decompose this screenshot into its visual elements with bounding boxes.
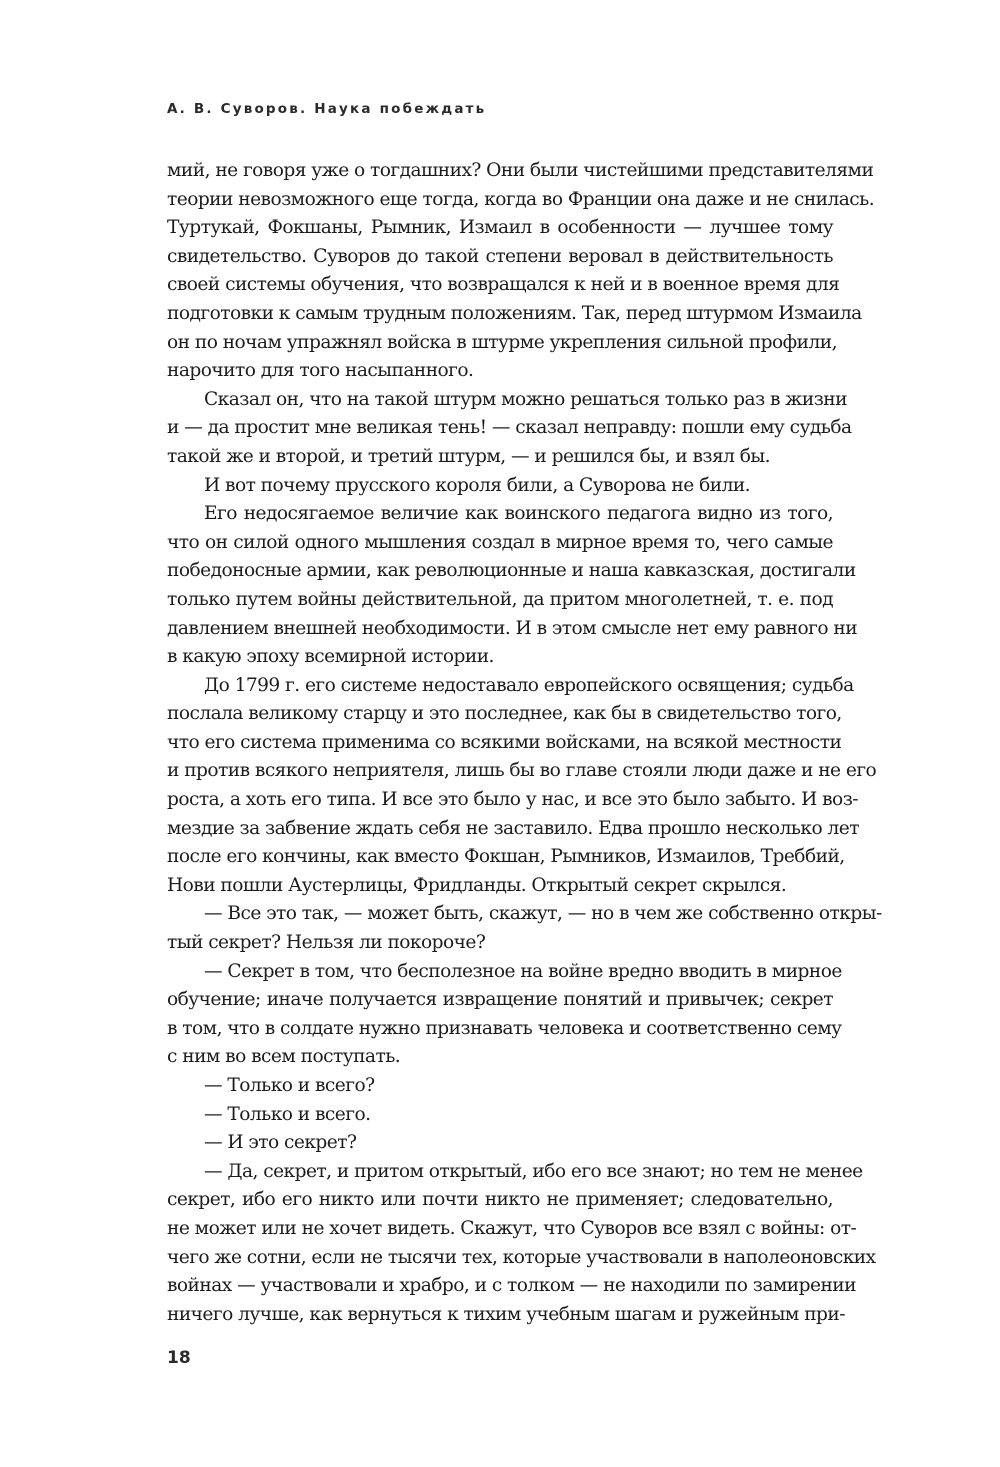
text-line: До 1799 г. его системе недоставало европейского освящения; судьба bbox=[204, 674, 854, 696]
text-line: нарочито для того насыпанного. bbox=[167, 360, 474, 382]
text-line: — Все это так, — может быть, скажут, — но в чем же собственно откры- bbox=[204, 903, 882, 925]
text-line: обучение; иначе получается извращение понятий и привычек; секрет bbox=[167, 989, 833, 1011]
text-line: войнах — участвовали и храбро, и с толком — не находили по замирении bbox=[167, 1275, 856, 1297]
text-line: — Только и всего? bbox=[204, 1075, 375, 1096]
text-line: — Да, секрет, и притом открытый, ибо его все знают; но тем не менее bbox=[204, 1160, 863, 1182]
text-line: и — да простит мне великая тень! — сказал неправду: пошли ему судьба bbox=[167, 417, 852, 439]
text-line: в какую эпоху всемирной истории. bbox=[167, 646, 494, 668]
text-line: секрет, ибо его никто или почти никто не применяет; следовательно, bbox=[167, 1189, 833, 1211]
text-line: что его система применима со всякими войсками, на всякой местности bbox=[167, 731, 842, 753]
text-line: победоносные армии, как революционные и наша кавказская, достигали bbox=[167, 560, 856, 582]
text-line: с ним во всем поступать. bbox=[167, 1046, 401, 1068]
text-line: — Секрет в том, что бесполезное на войне вредно вводить в мирное bbox=[204, 960, 842, 982]
text-line: — Только и всего. bbox=[204, 1103, 371, 1125]
text-line: не может или не хочет видеть. Скажут, что Суворов все взял с войны: от- bbox=[167, 1217, 857, 1239]
running-head: А. В. Суворов. Наука побеждать bbox=[167, 101, 487, 117]
text-line: свидетельство. Суворов до такой степени веровал в действительность bbox=[167, 245, 833, 267]
text-line: и против всякого неприятеля, лишь бы во главе стояли люди даже и не его bbox=[167, 760, 877, 782]
text-line: теории невозможного еще тогда, когда во Франции она даже и не снилась. bbox=[167, 188, 875, 210]
text-line: что он силой одного мышления создал в мирное время то, чего самые bbox=[167, 531, 833, 553]
text-line: он по ночам упражнял войска в штурме укрепления сильной профили, bbox=[167, 331, 837, 353]
text-line: И вот почему прусского короля били, а Суворова не били. bbox=[204, 474, 751, 496]
body-text bbox=[167, 157, 882, 1329]
text-line: только путем войны действительной, да притом многолетней, т. е. под bbox=[167, 588, 833, 610]
text-line: своей системы обучения, что возвращался к ней и в военное время для bbox=[167, 274, 840, 296]
text-line: Туртукай, Фокшаны, Рымник, Измаил в особенности — лучшее тому bbox=[167, 217, 833, 239]
text-line: в том, что в солдате нужно признавать человека и соответственно сему bbox=[167, 1017, 842, 1039]
text-line: тый секрет? Нельзя ли покороче? bbox=[167, 932, 486, 954]
text-line: Нови пошли Аустерлицы, Фридланды. Открытый секрет скрылся. bbox=[167, 874, 787, 896]
text-line: послала великому старцу и это последнее, как бы в свидетельство того, bbox=[167, 703, 842, 725]
text-line: подготовки к самым трудным положениям. Так, перед штурмом Измаила bbox=[167, 302, 862, 324]
text-line: мий, не говоря уже о тогдашних? Они были чистейшими представителями bbox=[167, 160, 874, 181]
text-line: Его недосягаемое величие как воинского педагога видно из того, bbox=[204, 503, 833, 525]
text-line: Сказал он, что на такой штурм можно решаться только раз в жизни bbox=[204, 388, 847, 410]
text-line: чего же сотни, если не тысячи тех, которые участвовали в наполеоновских bbox=[167, 1246, 876, 1268]
page-number: 18 bbox=[167, 1348, 191, 1368]
text-line: ничего лучше, как вернуться к тихим учебным шагам и ружейным при- bbox=[167, 1303, 845, 1325]
text-line: мездие за забвение ждать себя не заставило. Едва прошло несколько лет bbox=[167, 817, 859, 839]
text-line: роста, а хоть его типа. И все это было у нас, и все это было забыто. И воз- bbox=[167, 789, 859, 811]
text-line: давлением внешней необходимости. И в этом смысле нет ему равного ни bbox=[167, 617, 858, 639]
text-line: такой же и второй, и третий штурм, — и решился бы, и взял бы. bbox=[167, 445, 771, 467]
text-line: после его кончины, как вместо Фокшан, Рымников, Измаилов, Треббий, bbox=[167, 846, 845, 868]
text-line: — И это секрет? bbox=[204, 1132, 357, 1154]
